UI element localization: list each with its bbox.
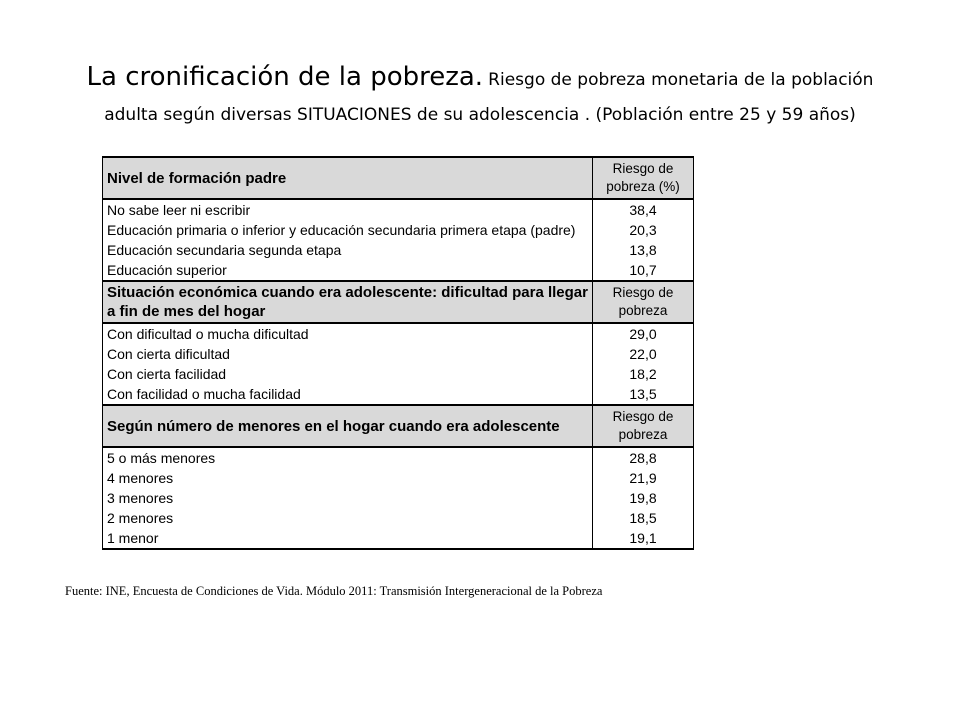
row-value: 13,5	[593, 384, 694, 405]
row-label: 1 menor	[103, 528, 593, 549]
poverty-risk-table	[102, 156, 694, 550]
value-header-line: Riesgo de	[612, 161, 674, 176]
table-row	[103, 260, 694, 281]
row-value: 20,3	[593, 220, 694, 240]
row-value: 18,2	[593, 364, 694, 384]
row-value: 19,1	[593, 528, 694, 549]
value-header-line: pobreza (%)	[606, 179, 680, 194]
section-header	[103, 405, 694, 447]
title-subtitle-line1: Riesgo de pobreza monetaria de la población	[488, 70, 874, 90]
row-value: 28,8	[593, 447, 694, 468]
row-label: Con cierta dificultad	[103, 344, 593, 364]
table-row	[103, 220, 694, 240]
row-value: 18,5	[593, 508, 694, 528]
title-subtitle-line2: adulta según diversas SITUACIONES de su adolescencia . (Población entre 25 y 59 años)	[104, 105, 856, 125]
table-row	[103, 384, 694, 405]
row-label: Con facilidad o mucha facilidad	[103, 384, 593, 405]
row-label: Con cierta facilidad	[103, 364, 593, 384]
table-row	[103, 364, 694, 384]
row-label: 4 menores	[103, 468, 593, 488]
table-row	[103, 240, 694, 260]
row-label: 2 menores	[103, 508, 593, 528]
table-row	[103, 468, 694, 488]
table-row	[103, 323, 694, 344]
row-label: 5 o más menores	[103, 447, 593, 468]
row-value: 10,7	[593, 260, 694, 281]
row-label: Con dificultad o mucha dificultad	[103, 323, 593, 344]
source-note: Fuente: INE, Encuesta de Condiciones de Vida. Módulo 2011: Transmisión Intergeneracional de la Pobreza	[65, 584, 603, 598]
value-header-line: pobreza	[618, 427, 668, 442]
value-header-line: Riesgo de	[612, 285, 674, 300]
row-value: 21,9	[593, 468, 694, 488]
row-value: 22,0	[593, 344, 694, 364]
section-header-value-label	[593, 405, 694, 447]
row-value: 38,4	[593, 199, 694, 220]
section-header	[103, 281, 694, 323]
row-label: Educación superior	[103, 260, 593, 281]
row-label: No sabe leer ni escribir	[103, 199, 593, 220]
table-row	[103, 528, 694, 549]
table-row	[103, 488, 694, 508]
table-row	[103, 508, 694, 528]
row-value: 19,8	[593, 488, 694, 508]
section-header-label: Situación económica cuando era adolescente: dificultad para llegar a fin de mes del hogar	[103, 281, 593, 323]
section-header-label: Nivel de formación padre	[103, 157, 593, 199]
section-header-value-label	[593, 157, 694, 199]
row-label: Educación secundaria segunda etapa	[103, 240, 593, 260]
table-row	[103, 344, 694, 364]
table-row	[103, 447, 694, 468]
slide-title	[40, 58, 920, 131]
row-value: 29,0	[593, 323, 694, 344]
table-row	[103, 199, 694, 220]
row-label: 3 menores	[103, 488, 593, 508]
section-header-value-label	[593, 281, 694, 323]
row-value: 13,8	[593, 240, 694, 260]
title-main: La cronificación de la pobreza.	[86, 62, 484, 92]
value-header-line: pobreza	[618, 303, 668, 318]
section-header-label: Según número de menores en el hogar cuando era adolescente	[103, 405, 593, 447]
section-header	[103, 157, 694, 199]
row-label: Educación primaria o inferior y educación secundaria primera etapa (padre)	[103, 220, 593, 240]
value-header-line: Riesgo de	[612, 409, 674, 424]
